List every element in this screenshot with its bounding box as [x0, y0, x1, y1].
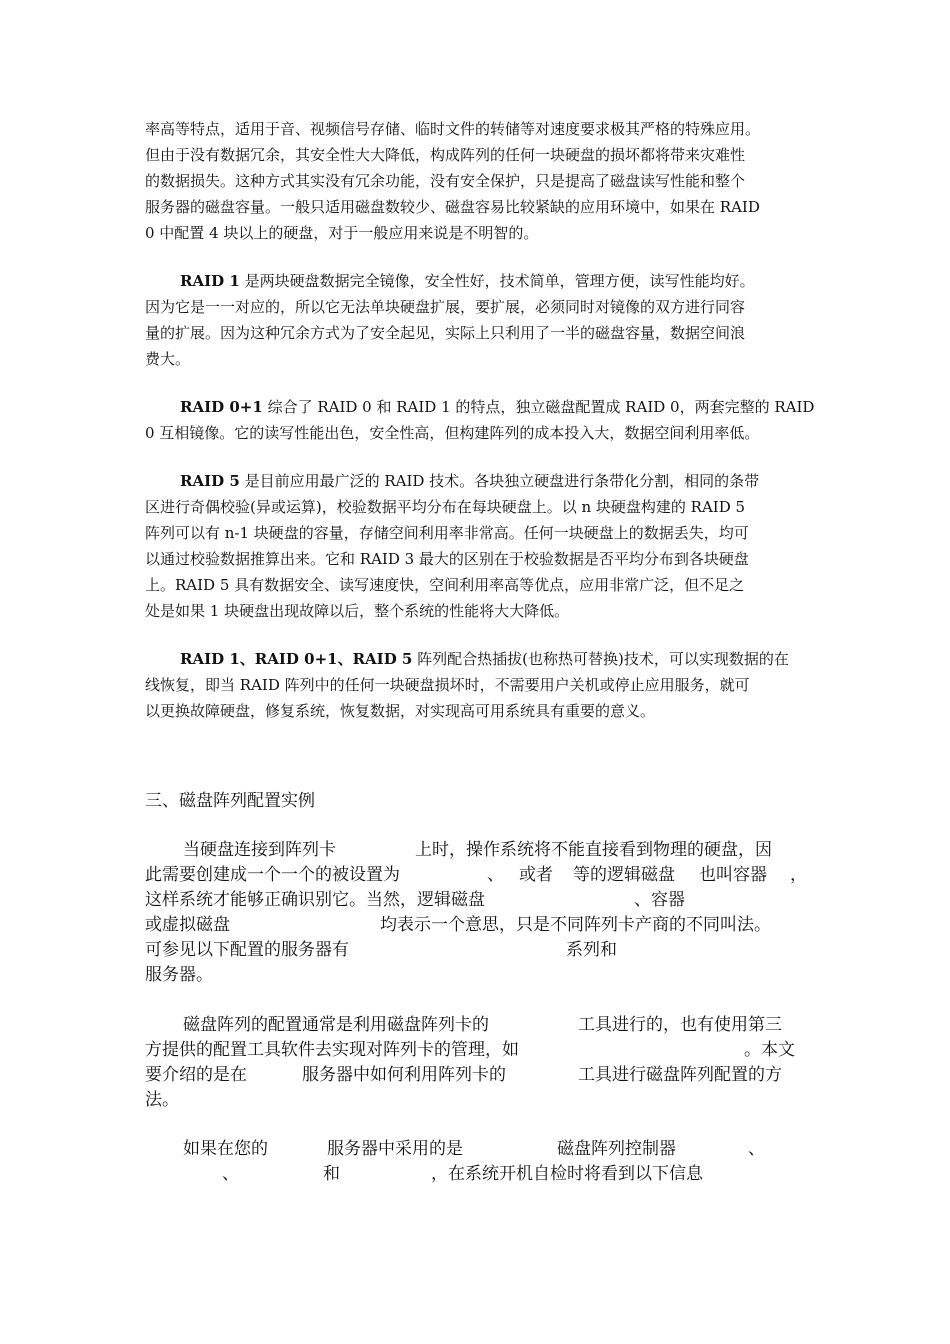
paragraph-line	[180, 646, 789, 672]
paragraph-text: 此需要创建成一个一个的被设置为	[145, 865, 400, 885]
paragraph-text: 上时，操作系统将不能直接看到物理的硬盘，因	[415, 840, 772, 860]
raid-term: RAID 1、RAID 0+1、RAID 5	[180, 650, 413, 668]
paragraph-line: 线恢复，即当 RAID 阵列中的任何一块硬盘损坏时，不需要用户关机或停止应用服务，就可	[145, 676, 750, 694]
paragraph-text: 均表示一个意思，只是不同阵列卡产商的不同叫法。	[380, 915, 771, 935]
paragraph-text: 磁盘阵列控制器	[557, 1139, 676, 1159]
paragraph-text: ，	[790, 865, 807, 885]
paragraph-text: 法。	[145, 1090, 179, 1110]
paragraph-line: 0 中配置 4 块以上的硬盘，对于一般应用来说是不明智的。	[145, 224, 539, 242]
paragraph-line: 上。RAID 5 具有数据安全、读写速度快，空间利用率高等优点，应用非常广泛，但不足之	[145, 576, 745, 594]
paragraph-line: 区进行奇偶校验(异或运算)，校验数据平均分布在每块硬盘上。以 n 块硬盘构建的 RAID 5	[145, 498, 746, 516]
paragraph-text: 服务器中如何利用阵列卡的	[302, 1065, 506, 1085]
paragraph-text: 可参见以下配置的服务器有	[145, 940, 349, 960]
paragraph-text: 或虚拟磁盘	[145, 915, 230, 935]
paragraph-text: 是目前应用最广泛的 RAID 技术。各块独立硬盘进行条带化分割，相同的条带	[239, 472, 760, 490]
paragraph-line: 费大。	[145, 350, 191, 368]
paragraph-text: 系列和	[566, 940, 617, 960]
paragraph-text: 、容器	[634, 890, 685, 910]
paragraph-text: 这样系统才能够正确识别它。当然，逻辑磁盘	[145, 890, 485, 910]
paragraph-text: 综合了 RAID 0 和 RAID 1 的特点，独立磁盘配置成 RAID 0，两套完整的 RAID	[262, 398, 815, 416]
paragraph-line: 率高等特点，适用于音、视频信号存储、临时文件的转储等对速度要求极其严格的特殊应用。	[145, 120, 761, 138]
paragraph-text: 工具进行磁盘阵列配置的方	[578, 1065, 782, 1085]
paragraph-line: 因为它是一一对应的，所以它无法单块硬盘扩展，要扩展，必须同时对镜像的双方进行同容	[145, 298, 746, 316]
paragraph-line: 0 互相镜像。它的读写性能出色，安全性高，但构建阵列的成本投入大，数据空间利用率低。	[145, 424, 760, 442]
paragraph-text: 是两块硬盘数据完全镜像，安全性好，技术简单，管理方便，读写性能均好。	[239, 272, 755, 290]
paragraph-text: 、	[487, 865, 504, 885]
paragraph-line: 但由于没有数据冗余，其安全性大大降低，构成阵列的任何一块硬盘的损坏都将带来灾难性	[145, 146, 746, 164]
section-heading: 三、磁盘阵列配置实例	[145, 791, 315, 811]
paragraph-text: 方提供的配置工具软件去实现对阵列卡的管理，如	[145, 1040, 519, 1060]
paragraph-text: 磁盘阵列的配置通常是利用磁盘阵列卡的	[183, 1015, 489, 1035]
raid-term: RAID 5	[180, 472, 240, 490]
paragraph-text: ，在系统开机自检时将看到以下信息	[431, 1164, 703, 1184]
paragraph-line	[180, 468, 759, 494]
paragraph-text: 等的逻辑磁盘	[573, 865, 675, 885]
paragraph-text: 服务器。	[145, 965, 213, 985]
paragraph-line: 处是如果 1 块硬盘出现故障以后，整个系统的性能将大大降低。	[145, 602, 570, 620]
paragraph-line	[180, 268, 755, 294]
paragraph-line: 的数据损失。这种方式其实没有冗余功能，没有安全保护，只是提高了磁盘读写性能和整个	[145, 172, 746, 190]
paragraph-text: 。本文	[744, 1040, 795, 1060]
paragraph-text: 、	[748, 1139, 765, 1159]
paragraph-text: 工具进行的，也有使用第三	[578, 1015, 782, 1035]
paragraph-text: 要介绍的是在	[145, 1065, 247, 1085]
raid-term: RAID 0+1	[180, 398, 263, 416]
paragraph-text: 当硬盘连接到阵列卡	[183, 840, 336, 860]
paragraph-text: 也叫容器	[699, 865, 767, 885]
raid-term: RAID 1	[180, 272, 240, 290]
paragraph-text: 阵列配合热插拔(也称热可替换)技术，可以实现数据的在	[412, 650, 789, 668]
paragraph-text: 或者	[519, 865, 553, 885]
paragraph-line: 阵列可以有 n-1 块硬盘的容量，存储空间利用率非常高。任何一块硬盘上的数据丢失，均可	[145, 524, 749, 542]
paragraph-line: 以更换故障硬盘，修复系统，恢复数据，对实现高可用系统具有重要的意义。	[145, 702, 656, 720]
paragraph-line: 服务器的磁盘容量。一般只适用磁盘数较少、磁盘容易比较紧缺的应用环境中，如果在 RAID	[145, 198, 760, 216]
paragraph-line: 以通过校验数据推算出来。它和 RAID 3 最大的区别在于校验数据是否平均分布到各块硬盘	[145, 550, 749, 568]
paragraph-text: 如果在您的	[183, 1139, 268, 1159]
paragraph-line: 量的扩展。因为这种冗余方式为了安全起见，实际上只利用了一半的磁盘容量，数据空间浪	[145, 324, 746, 342]
paragraph-text: 、	[222, 1164, 239, 1184]
paragraph-line	[180, 394, 814, 420]
paragraph-text: 服务器中采用的是	[327, 1139, 463, 1159]
paragraph-text: 和	[323, 1164, 340, 1184]
